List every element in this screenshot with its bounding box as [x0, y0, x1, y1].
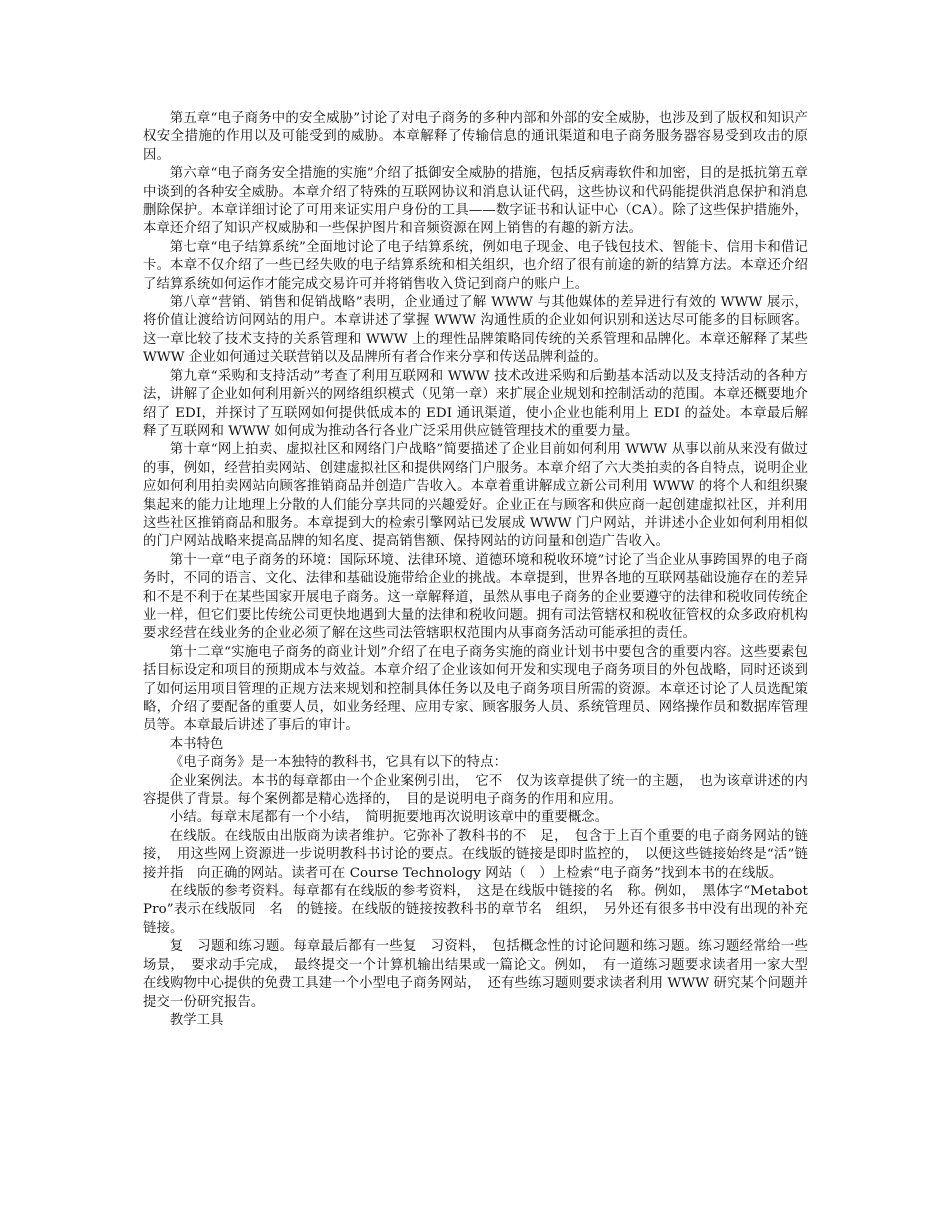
- feature-case-method-paragraph: 企业案例法。本书的每章都由一个企业案例引出， 它不 仅为该章提供了统一的主题， 也为该章讲述的内容提供了背景。每个案例都是精心选择的， 目的是说明电子商务的作用和应用。: [143, 773, 808, 808]
- feature-online-edition-paragraph: 在线版。在线版由出版商为读者维护。它弥补了教科书的不 足， 包含于上百个重要的电子商务网站的链接， 用这些网上资源进一步说明教科书讨论的要点。在线版的链接是即时监控的， 以便这些链接始终是“活”链接并指 向正确的网站。读者可在 Course Technology 网站（ ）上检索“电子商务”找到本书的在线版。: [143, 828, 808, 881]
- feature-review-exercises-paragraph: 复 习题和练习题。每章最后都有一些复 习资料， 包括概念性的讨论问题和练习题。练习题经常给一些场景， 要求动手完成， 最终提交一个计算机输出结果或一篇论文。例如， 有一道练习题要求读者用一家大型在线购物中心提供的免费工具建一个小型电子商务网站， 还有些练习题则要求读者利用 WWW 研究某个问题并提交一份研究报告。: [143, 939, 808, 1010]
- chapter9-paragraph: 第九章“采购和支持活动”考查了利用互联网和 WWW 技术改进采购和后勤基本活动以及支持活动的各种方法，讲解了企业如何利用新兴的网络组织模式（见第一章）来扩展企业规划和控制活动的范围。本章还概要地介绍了 EDI，并探讨了互联网如何提供低成本的 EDI 通讯渠道，使小企业也能利用上 EDI 的益处。本章最后解释了互联网和 WWW 如何成为推动各行各业广泛采用供应链管理技术的重要力量。: [143, 368, 808, 439]
- chapter6-paragraph: 第六章“电子商务安全措施的实施”介绍了抵御安全威胁的措施，包括反病毒软件和加密，目的是抵抗第五章中谈到的各种安全威胁。本章介绍了特殊的互联网协议和消息认证代码，这些协议和代码能提供消息保护和消息删除保护。本章详细讨论了可用来证实用户身份的工具——数字证书和认证中心（CA）。除了这些保护措施外，本章还介绍了知识产权威胁和一些保护图片和音频资源在网上销售的有趣的新方法。: [143, 166, 808, 237]
- teaching-tools-heading: 教学工具: [169, 1012, 224, 1028]
- feature-online-references-paragraph: 在线版的参考资料。每章都有在线版的参考资料， 这是在线版中链接的名 称。例如， 黑体字“Metabot Pro”表示在线版同 名 的链接。在线版的链接按教科书的章节名 组织， 另外还有很多书中没有出现的补充链接。: [143, 884, 808, 936]
- chapter5-paragraph: 第五章“电子商务中的安全威胁”讨论了对电子商务的多种内部和外部的安全威胁，也涉及到了版权和知识产权安全措施的作用以及可能受到的威胁。本章解释了传输信息的通讯渠道和电子商务服务器容易受到攻击的原因。: [143, 111, 808, 163]
- chapter10-paragraph: 第十章“网上拍卖、虚拟社区和网络门户战略”简要描述了企业目前如何利用 WWW 从事以前从来没有做过的事，例如，经营拍卖网站、创建虚拟社区和提供网络门户服务。本章介绍了六大类拍卖的各自特点，说明企业应如何利用拍卖网站向顾客推销商品并创造广告收入。本章着重讲解成立新公司利用 WWW 的将个人和组织聚集起来的能力让地理上分散的人们能分享共同的兴趣爱好。企业正在与顾客和供应商一起创建虚拟社区，并利用这些社区推销商品和服务。本章提到大的检索引擎网站已发展成 WWW 门户网站，并讲述小企业如何利用相似的门户网站战略来提高品牌的知名度、提高销售额、保持网站的访问量和创造广告收入。: [143, 442, 808, 550]
- chapter8-paragraph: 第八章“营销、销售和促销战略”表明，企业通过了解 WWW 与其他媒体的差异进行有效的 WWW 展示，将价值让渡给访问网站的用户。本章讲述了掌握 WWW 沟通性质的企业如何识别和送达尽可能多的目标顾客。这一章比较了技术支持的关系管理和 WWW 上的理性品牌策略同传统的关系管理和品牌化。本章还解释了某些 WWW 企业如何通过关联营销以及品牌所有者合作来分享和传送品牌利益的。: [143, 295, 808, 366]
- features-heading: 本书特色: [169, 736, 224, 752]
- features-intro-paragraph: 《电子商务》是一本独特的教科书，它具有以下的特点：: [169, 755, 508, 771]
- document-page: [143, 110, 808, 1030]
- chapter12-paragraph: 第十二章“实施电子商务的商业计划”介绍了在电子商务实施的商业计划书中要包含的重要内容。这些要素包括目标设定和项目的预期成本与效益。本章介绍了企业该如何开发和实现电子商务项目的外包战略，同时还谈到了如何运用项目管理的正规方法来规划和控制具体任务以及电子商务项目所需的资源。本章还讨论了人员选配策略，介绍了要配备的重要人员，如业务经理、应用专家、顾客服务人员、系统管理员、网络操作员和数据库管理员等。本章最后讲述了事后的审计。: [143, 644, 808, 734]
- chapter11-paragraph: 第十一章“电子商务的环境：国际环境、法律环境、道德环境和税收环境”讨论了当企业从事跨国界的电子商务时，不同的语言、文化、法律和基础设施带给企业的挑战。本章提到，世界各地的互联网基础设施存在的差异和不是不利于在某些国家开展电子商务。这一章解释道，虽然从事电子商务的企业要遵守的法律和税收同传统企业一样，但它们要比传统公司更快地遇到大量的法律和税收问题。拥有司法管辖权和税收征管权的众多政府机构要求经营在线业务的企业必须了解在这些司法管辖职权范围内从事商务活动可能承担的责任。: [143, 552, 808, 642]
- chapter7-paragraph: 第七章“电子结算系统”全面地讨论了电子结算系统，例如电子现金、电子钱包技术、智能卡、信用卡和借记卡。本章不仅介绍了一些已经失败的电子结算系统和相关组织，也介绍了很有前途的新的结算方法。本章还介绍了结算系统如何运作才能完成交易许可并将销售收入贷记到商户的账户上。: [143, 239, 808, 292]
- feature-summary-paragraph: 小结。每章末尾都有一个小结， 简明扼要地再次说明该章中的重要概念。: [169, 810, 609, 826]
